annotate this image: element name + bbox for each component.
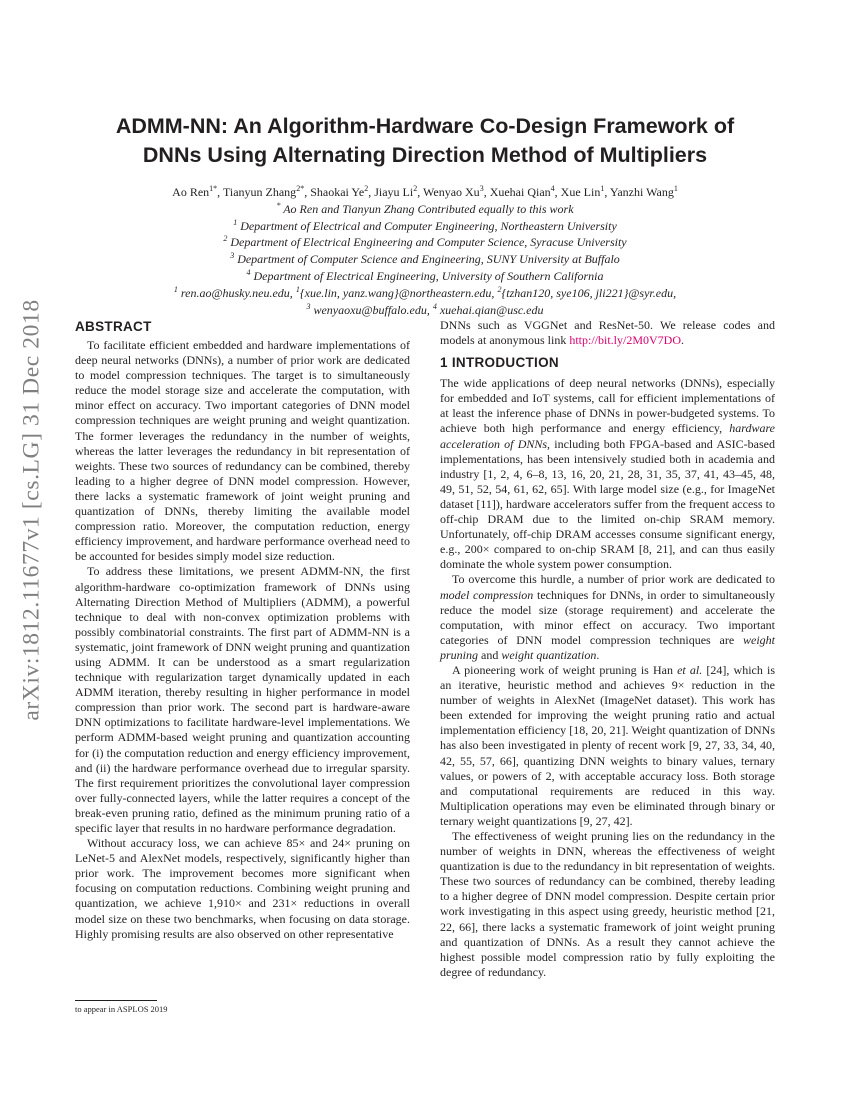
arxiv-id: arXiv:1812.11677v1 [cs.LG] 31 Dec 2018 — [18, 299, 45, 721]
footnote: to appear in ASPLOS 2019 — [75, 1004, 168, 1014]
abstract-paragraph: To facilitate efficient embedded and hardware implementations of deep neural networks (DNNs), a number of prior work are dedicated to model compression techniques. The target is to simultaneously reduce the model storage size and accelerate the computation, with minor effect on accuracy. Two important categories of DNN model compression techniques are weight pruning and weight quantization. The former leverages the redundancy in the number of weights, whereas the latter leverages the redundancy in bit representation of weights. These two sources of redundancy can be combined, thereby leading to a higher degree of DNN model compression. However, there lacks a systematic framework of joint weight pruning and quantization of DNNs, thereby limiting the available model compression ratio. Moreover, the computation reduction, energy efficiency improvement, and hardware performance overhead need to be accounted for besides simply model size reduction. — [75, 338, 410, 564]
affiliation: $^1$ Department of Electrical and Computer Engineering, Northeastern University — [233, 217, 617, 233]
email-line: $^1$ ren.ao@husky.neu.edu, $^1${xue.lin, yanz.wang}@northeastern.edu, $^2${tzhan120, sye106, jli221}@syr.edu, — [173, 284, 677, 300]
footnote-divider — [75, 1000, 157, 1001]
arxiv-stamp — [6, 0, 58, 1100]
author: Ao Ren — [172, 185, 210, 199]
author-list: Ao Ren$^{1*}$, Tianyun Zhang$^{2*}$, Shaokai Ye$^2$, Jiayu Li$^2$, Wenyao Xu$^3$, Xuehai Qian$^4$, Xue Lin$^1$, Yanzhi Wang$^1$ — [172, 184, 678, 199]
left-column — [75, 318, 410, 942]
author: Xuehai Qian — [489, 185, 551, 199]
author: Shaokai Ye — [310, 185, 365, 199]
author: Tianyun Zhang — [222, 185, 297, 199]
intro-paragraph: To overcome this hurdle, a number of prior work are dedicated to model compression techniques for DNNs, in order to simultaneously reduce the model size (storage requirement) and accelerate the computation, with minor effect on accuracy. Two important categories of DNN model compression techniques are weight pruning and weight quantization. — [440, 572, 776, 662]
abstract-paragraph: Without accuracy loss, we can achieve 85× and 24× pruning on LeNet-5 and AlexNet models, respectively, significantly higher than prior work. The improvement becomes more significant when focusing on computation reductions. Combining weight pruning and quantization, we achieve 1,910× and 231× reductions in overall model size on these two benchmarks, when focusing on data storage. Highly promising results are also observed on other representative — [75, 836, 410, 941]
title-line-2: DNNs Using Alternating Direction Method of Multipliers — [142, 143, 708, 167]
intro-paragraph: A pioneering work of weight pruning is Han et al. [24], which is an iterative, heuristic method and achieves 9× reduction in the number of weights in AlexNet (ImageNet dataset). This work has been extended for improving the weight pruning ratio and actual implementation efficiency [18, 20, 21]. Weight quantization of DNNs has also been investigated in plenty of recent work [9, 27, 33, 34, 40, 42, 55, 57, 66], quantizing DNN weights to binary values, ternary values, or powers of 2, with acceptable accuracy loss. Both storage and computational requirements are reduced in this way. Multiplication operations may even be eliminated through binary or ternary weight quantizations [9, 27, 42]. — [440, 662, 775, 828]
affiliation: $^2$ Department of Electrical Engineering and Computer Science, Syracuse University — [223, 234, 627, 250]
equal-contribution-note: * Ao Ren and Tianyun Zhang Contributed equally to this work — [276, 200, 574, 216]
affiliation: $^3$ Department of Computer Science and Engineering, SUNY University at Buffalo — [230, 251, 620, 267]
affiliation: $^4$ Department of Electrical Engineering, University of Southern California — [246, 267, 604, 283]
intro-paragraph: The effectiveness of weight pruning lies on the redundancy in the number of weights in DNN, whereas the effectiveness of weight quantization is due to the redundancy in bit representation of weights. These two sources of redundancy can be combined, thereby leading to a higher degree of DNN model compression. Despite certain prior work investigating in this aspect using greedy, heuristic method [21, 22, 66], there lacks a systematic framework of joint weight pruning and quantization of DNNs. As a result they cannot achieve the highest possible model compression ratio by fully exploiting the degree of redundancy. — [440, 829, 775, 979]
paper-title — [70, 112, 780, 170]
title-line-1: ADMM-NN: An Algorithm-Hardware Co-Design Framework of — [115, 114, 735, 138]
email-line: $^3$ wenyaoxu@buffalo.edu, $^4$ xuehai.qian@usc.edu — [306, 301, 544, 317]
author: Wenyao Xu — [423, 185, 480, 199]
abstract-paragraph: To address these limitations, we present ADMM-NN, the first algorithm-hardware co-optimization framework of DNNs using Alternating Direction Method of Multipliers (ADMM), a powerful technique to deal with non-convex optimization problems with possibly combinatorial constraints. The first part of ADMM-NN is a systematic, joint framework of DNN weight pruning and quantization using ADMM. It can be understood as a smart regularization technique with regularization target dynamically updated in each ADMM iteration, thereby resulting in higher performance in model compression than prior work. The second part is hardware-aware DNN optimizations to facilitate hardware-level implementations. We perform ADMM-based weight pruning and quantization accounting for (i) the computation reduction and energy efficiency improvement, and (ii) the hardware performance overhead due to irregular sparsity. The first requirement prioritizes the convolutional layer compression over fully-connected layers, while the latter requires a concept of the break-even pruning ratio, defined as the minimum pruning ratio of a specific layer that results in no hardware performance degradation. — [75, 564, 410, 835]
author: Yanzhi Wang — [609, 185, 674, 199]
author: Xue Lin — [560, 185, 601, 199]
intro-paragraph: The wide applications of deep neural networks (DNNs), especially for embedded and IoT systems, call for efficient implementations of at least the inference phase of DNNs in power-budgeted systems. To achieve both high performance and energy efficiency, hardware acceleration of DNNs, including both FPGA-based and ASIC-based implementations, has been intensively studied both in academia and industry [1, 2, 4, 6–8, 13, 16, 20, 21, 28, 31, 35, 37, 41, 43–45, 48, 49, 51, 52, 54, 61, 62, 65]. With large model size (e.g., for ImageNet dataset [11]), hardware accelerators suffer from the frequent access to off-chip DRAM due to the limited on-chip SRAM memory. Unfortunately, off-chip DRAM accesses consume significant energy, e.g., 200× compared to on-chip SRAM [8, 21], and can thus easily dominate the whole system power consumption. — [440, 376, 776, 572]
right-column — [440, 318, 775, 980]
author-block — [70, 184, 780, 318]
code-link[interactable]: http://bit.ly/2M0V7DO — [569, 333, 682, 348]
abstract-continuation: DNNs such as VGGNet and ResNet-50. We release codes and models at anonymous link http://bit.ly/2M0V7DO. — [440, 318, 775, 348]
abstract-heading: ABSTRACT — [75, 319, 152, 334]
author: Jiayu Li — [374, 185, 414, 199]
introduction-heading: 1 INTRODUCTION — [440, 355, 559, 371]
